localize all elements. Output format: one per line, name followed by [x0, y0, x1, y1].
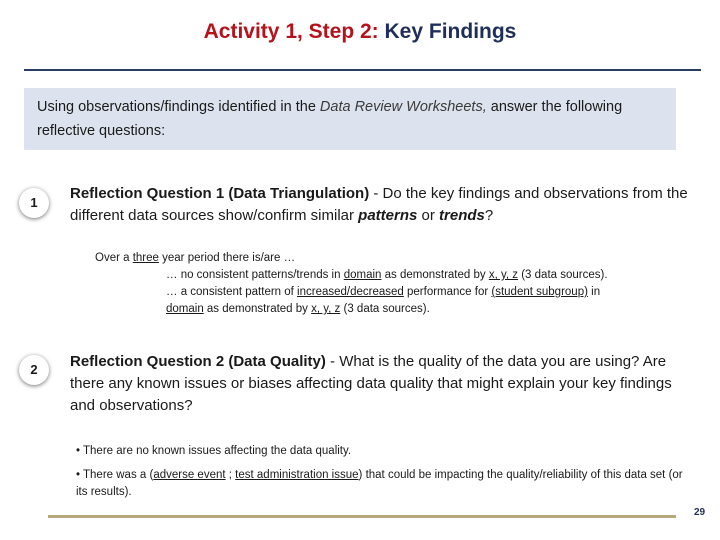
question-2-heading: Reflection Question 2 (Data Quality): [70, 353, 326, 370]
sample-text: performance for: [403, 286, 492, 298]
sample-blank-sources: x, y, z: [311, 303, 341, 315]
sample-text: in: [587, 286, 601, 298]
intro-text: Using observations/findings identified in the: [37, 99, 320, 115]
sample-text: (3 data sources).: [340, 303, 430, 315]
bullet-blank-adverse-event: adverse event: [153, 469, 226, 481]
intro-worksheet-name: Data Review Worksheets,: [319, 99, 487, 115]
sample-blank-sources: x, y, z: [488, 269, 519, 281]
intro-box: [24, 88, 676, 150]
question-2-bullet-1: • There are no known issues affecting the data quality.: [76, 445, 352, 457]
sample-blank-domain: domain: [343, 269, 382, 281]
sample-text: as demonstrated by: [381, 269, 489, 281]
question-2-text: [70, 351, 690, 417]
question-2-bullet-2: [76, 467, 691, 501]
sample-text: … a consistent pattern of: [166, 286, 298, 298]
sample-blank-domain: domain: [166, 303, 204, 315]
sample-text: (3 data sources).: [518, 269, 608, 281]
sample-text: year period there is/are …: [158, 252, 296, 264]
sample-text: Over a: [95, 252, 133, 264]
question-1-body: - Do the key findings and observations from the different data sources show/confirm similar: [70, 185, 688, 224]
question-2-badge: 2: [19, 355, 49, 385]
sample-text: as demonstrated by: [203, 303, 312, 315]
question-1-heading: Reflection Question 1 (Data Triangulation): [70, 185, 370, 202]
question-2-body: - What is the quality of the data you are using? Are there any known issues or biases affecting data quality that might explain your key findings and observations?: [70, 353, 672, 414]
question-1-emphasis-trends: trends: [439, 207, 485, 224]
slide-title: [0, 20, 720, 44]
question-1-end: ?: [484, 207, 494, 224]
bullet-text: • There was a (: [76, 469, 154, 481]
footer-divider: [48, 515, 676, 518]
question-1-emphasis-patterns: patterns: [358, 207, 418, 224]
title-key-findings: Key Findings: [384, 20, 517, 43]
sample-blank-subgroup: (student subgroup): [491, 286, 588, 298]
bullet-text: ;: [225, 469, 236, 481]
bullet-text: ) that could be impacting the quality/reliability of this data set (or its results).: [76, 469, 683, 498]
page-number: 29: [694, 507, 706, 518]
sample-text: … no consistent patterns/trends in: [166, 269, 344, 281]
intro-text-end: answer the following reflective questions:: [37, 99, 623, 139]
bullet-blank-test-issue: test administration issue: [235, 469, 359, 481]
question-1-text: [70, 183, 690, 227]
question-1-body-or: or: [417, 207, 440, 224]
title-activity-step: Activity 1, Step 2:: [203, 20, 385, 43]
title-divider: [24, 69, 701, 71]
sample-blank-period: three: [132, 252, 159, 264]
question-1-badge: 1: [19, 188, 49, 218]
sample-line-4: [166, 300, 430, 319]
sample-blank-direction: increased/decreased: [297, 286, 404, 298]
